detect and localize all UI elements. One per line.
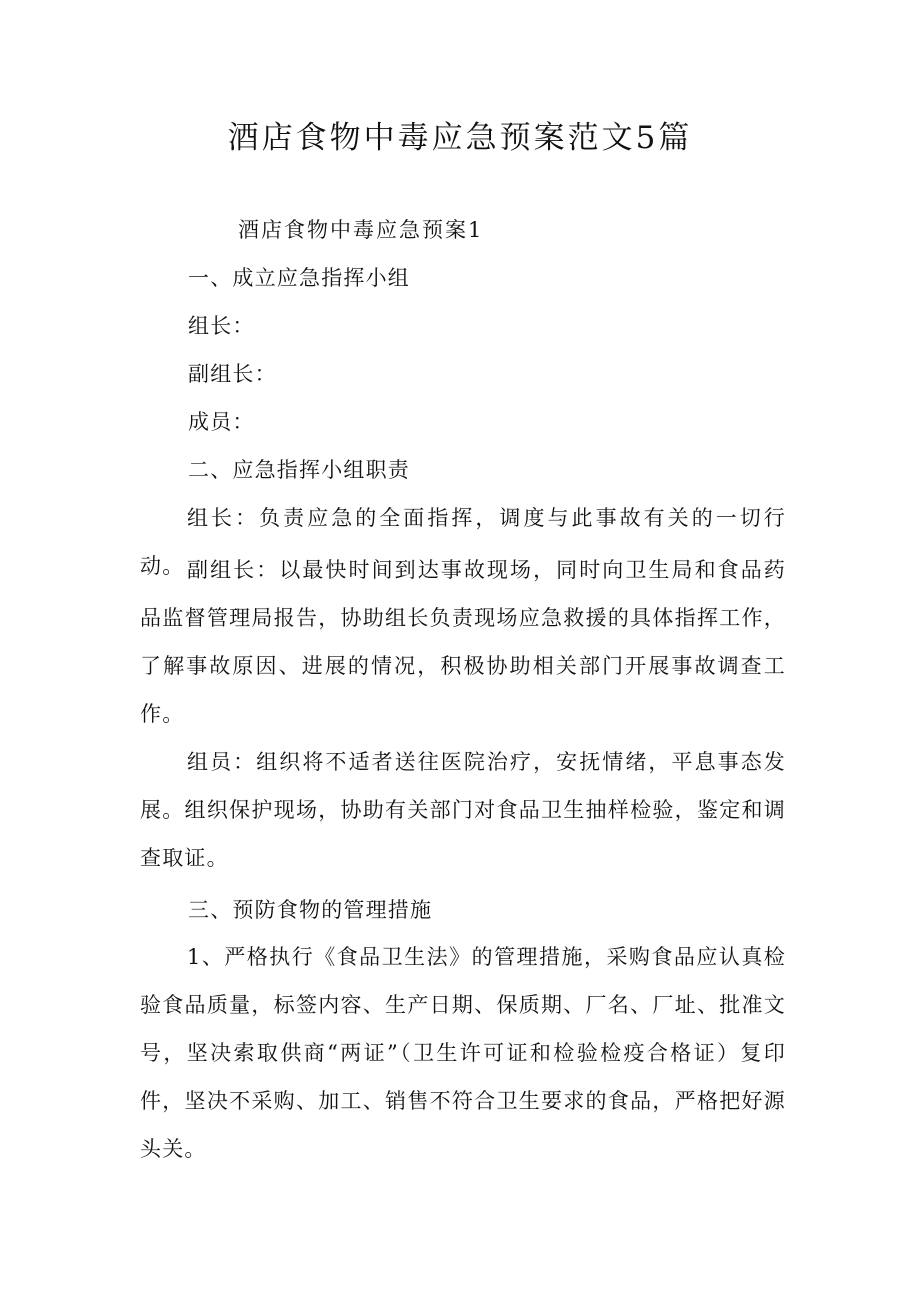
deputy-label: 副组长： (188, 362, 277, 386)
section1-heading: 一、成立应急指挥小组 (188, 266, 410, 290)
deputy-duty-paragraph: 副组长：以最快时间到达事故现场，同时向卫生局和食品药品监督管理局报告，协助组长负责现场应急救援的具体指挥工作，了解事故原因、进展的情况，积极协助相关部门开展事故调查工作。 (140, 558, 786, 726)
document-subtitle: 酒店食物中毒应急预案1 (238, 218, 484, 242)
measure-1-paragraph: 1、严格执行《食品卫生法》的管理措施，采购食品应认真检验食品质量，标签内容、生产日期、保质期、厂名、厂址、批准文号，坚决索取供商“两证”（卫生许可证和检验检疫合格证）复印件，坚决不采购、加工、销售不符合卫生要求的食品，严格把好源头关。 (140, 945, 786, 1161)
section3-heading: 三、预防食物的管理措施 (188, 898, 433, 922)
document-title: 酒店食物中毒应急预案范文5篇 (227, 120, 693, 156)
section2-heading: 二、应急指挥小组职责 (188, 458, 410, 482)
leader-label: 组长： (188, 314, 255, 338)
member-duty-paragraph: 组员：组织将不适者送往医院治疗，安抚情绪，平息事态发展。组织保护现场，协助有关部门对食品卫生抽样检验，鉴定和调查取证。 (140, 750, 786, 870)
members-label: 成员： (188, 410, 255, 434)
leader-duty-paragraph: 组长：负责应急的全面指挥，调度与此事故有关的一切行动。 (140, 506, 786, 578)
